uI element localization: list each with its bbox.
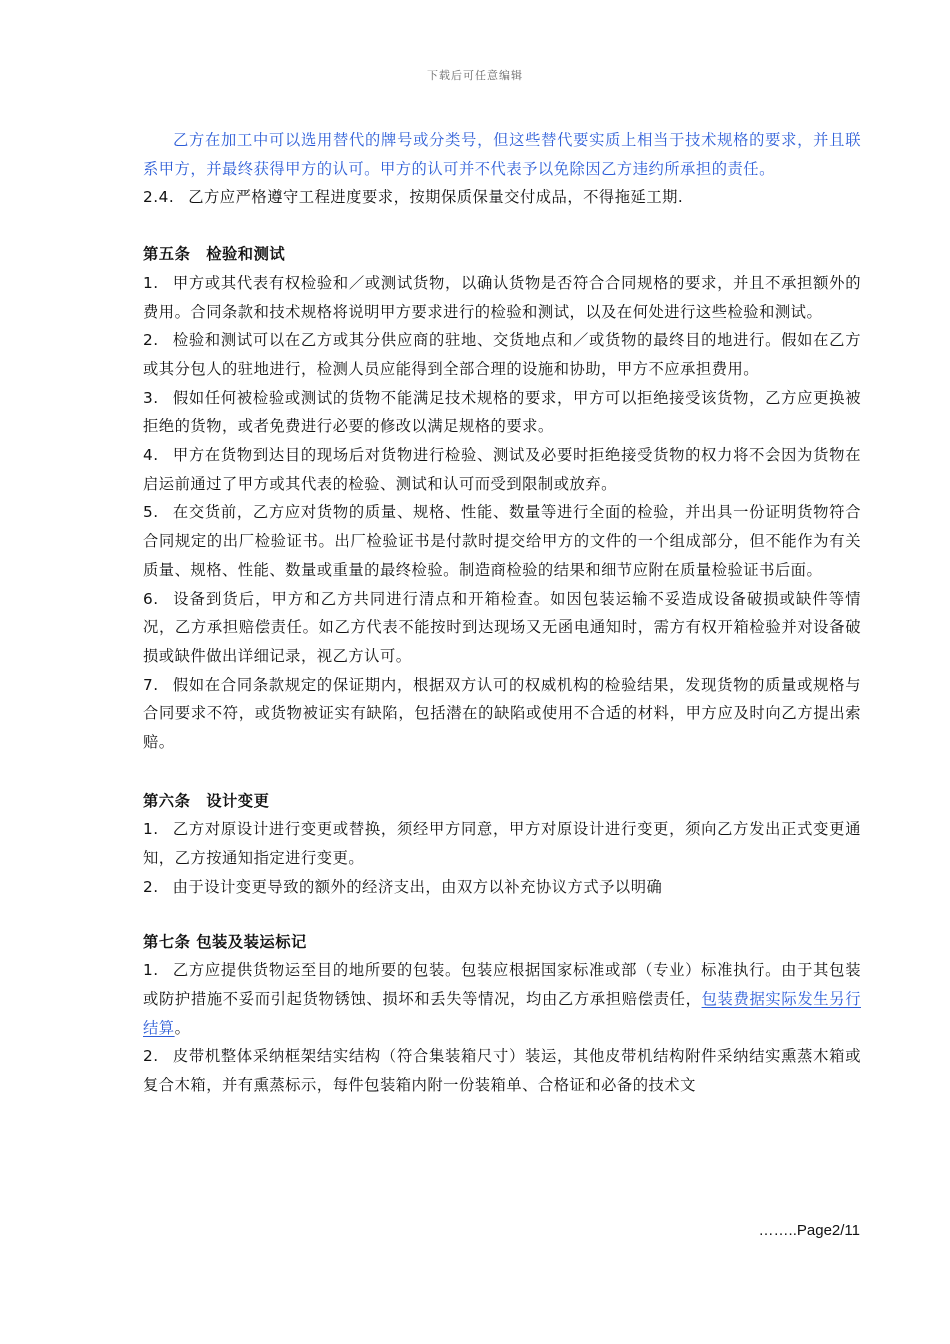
item-tail: 。	[174, 1018, 191, 1037]
article-7-title: 第七条 包装及装运标记	[143, 932, 307, 951]
clause-number: 2.4.	[143, 188, 175, 207]
clause-2-4	[143, 183, 861, 212]
page-number: ……..Page2/11	[758, 1222, 860, 1239]
item-text: 假如任何被检验或测试的货物不能满足技术规格的要求，甲方可以拒绝接受该货物，乙方应更换被拒绝的货物，或者免费进行必要的修改以满足规格的要求。	[143, 388, 861, 436]
article-5-item-4	[143, 441, 861, 498]
item-number: 1.	[143, 961, 159, 980]
article-6-item-1	[143, 815, 861, 872]
item-number: 2.	[143, 1047, 159, 1066]
item-number: 7.	[143, 675, 159, 694]
item-text: 检验和测试可以在乙方或其分供应商的驻地、交货地点和／或货物的最终目的地进行。假如在乙方或其分包人的驻地进行，检测人员应能得到全部合理的设施和协助，甲方不应承担费用。	[143, 331, 861, 378]
article-5-item-6	[143, 585, 861, 671]
item-number: 2.	[143, 331, 159, 350]
clause-text: 乙方应严格遵守工程进度要求，按期保质保量交付成品，不得拖延工期.	[188, 188, 684, 207]
page-header: 下载后可任意编辑	[427, 69, 523, 82]
article-5-item-1	[143, 269, 861, 326]
packaging-fee-link[interactable]: 包装费据实际发生另行结算	[143, 989, 861, 1037]
article-5-item-2	[143, 326, 861, 383]
item-text: 假如在合同条款规定的保证期内，根据双方认可的权威机构的检验结果，发现货物的质量或规格与合同要求不符，或货物被证实有缺陷，包括潜在的缺陷或使用不合适的材料，甲方应及时向乙方提出索赔。	[143, 675, 861, 752]
article-7-item-2	[143, 1042, 861, 1099]
item-number: 6.	[143, 589, 159, 608]
item-text: 设备到货后，甲方和乙方共同进行清点和开箱检查。如因包装运输不妥造成设备破损或缺件等情况，乙方承担赔偿责任。如乙方代表不能按时到达现场又无函电通知时，需方有权开箱检验并对设备破损或缺件做出详细记录，视乙方认可。	[143, 589, 861, 665]
article-5-item-5	[143, 498, 861, 584]
item-number: 3.	[143, 388, 159, 407]
item-text: 由于设计变更导致的额外的经济支出，由双方以补充协议方式予以明确	[172, 877, 663, 896]
article-5-item-3	[143, 384, 861, 441]
article-6-title: 第六条 设计变更	[143, 791, 270, 810]
item-number: 1.	[143, 820, 159, 839]
item-number: 1.	[143, 273, 159, 292]
item-number: 4.	[143, 446, 159, 465]
item-text: 甲方在货物到达目的现场后对货物进行检验、测试及必要时拒绝接受货物的权力将不会因为货物在启运前通过了甲方或其代表的检验、测试和认可而受到限制或放弃。	[143, 446, 861, 493]
item-text: 乙方应提供货物运至目的地所要的包装。包装应根据国家标准或部（专业）标准执行。由于其包装或防护措施不妥而引起货物锈蚀、损坏和丢失等情况，均由乙方承担赔偿责任，	[143, 961, 861, 1008]
article-5-title: 第五条 检验和测试	[143, 245, 286, 264]
item-number: 2.	[143, 877, 159, 896]
item-number: 5.	[143, 503, 159, 522]
document-body	[143, 126, 861, 1100]
item-text: 甲方或其代表有权检验和／或测试货物，以确认货物是否符合合同规格的要求，并且不承担额外的费用。合同条款和技术规格将说明甲方要求进行的检验和测试，以及在何处进行这些检验和测试。	[143, 273, 861, 321]
article-6-item-2	[143, 873, 861, 902]
article-5-item-7	[143, 671, 861, 757]
item-text: 在交货前，乙方应对货物的质量、规格、性能、数量等进行全面的检验，并出具一份证明货物符合合同规定的出厂检验证书。出厂检验证书是付款时提交给甲方的文件的一个组成部分，但不能作为有关质量、规格、性能、数量或重量的最终检验。制造商检验的结果和细节应附在质量检验证书后面。	[143, 503, 861, 579]
item-text: 皮带机整体采纳框架结实结构（符合集装箱尺寸）装运，其他皮带机结构附件采纳结实熏蒸木箱或复合木箱，并有熏蒸标示，每件包装箱内附一份装箱单、合格证和必备的技术文	[143, 1047, 861, 1095]
item-text: 乙方对原设计进行变更或替换，须经甲方同意，甲方对原设计进行变更，须向乙方发出正式变更通知，乙方按通知指定进行变更。	[143, 820, 861, 868]
intro-paragraph: 乙方在加工中可以选用替代的牌号或分类号，但这些替代要实质上相当于技术规格的要求，并且联系甲方，并最终获得甲方的认可。甲方的认可并不代表予以免除因乙方违约所承担的责任。	[143, 131, 861, 178]
article-7-item-1	[143, 956, 861, 1042]
